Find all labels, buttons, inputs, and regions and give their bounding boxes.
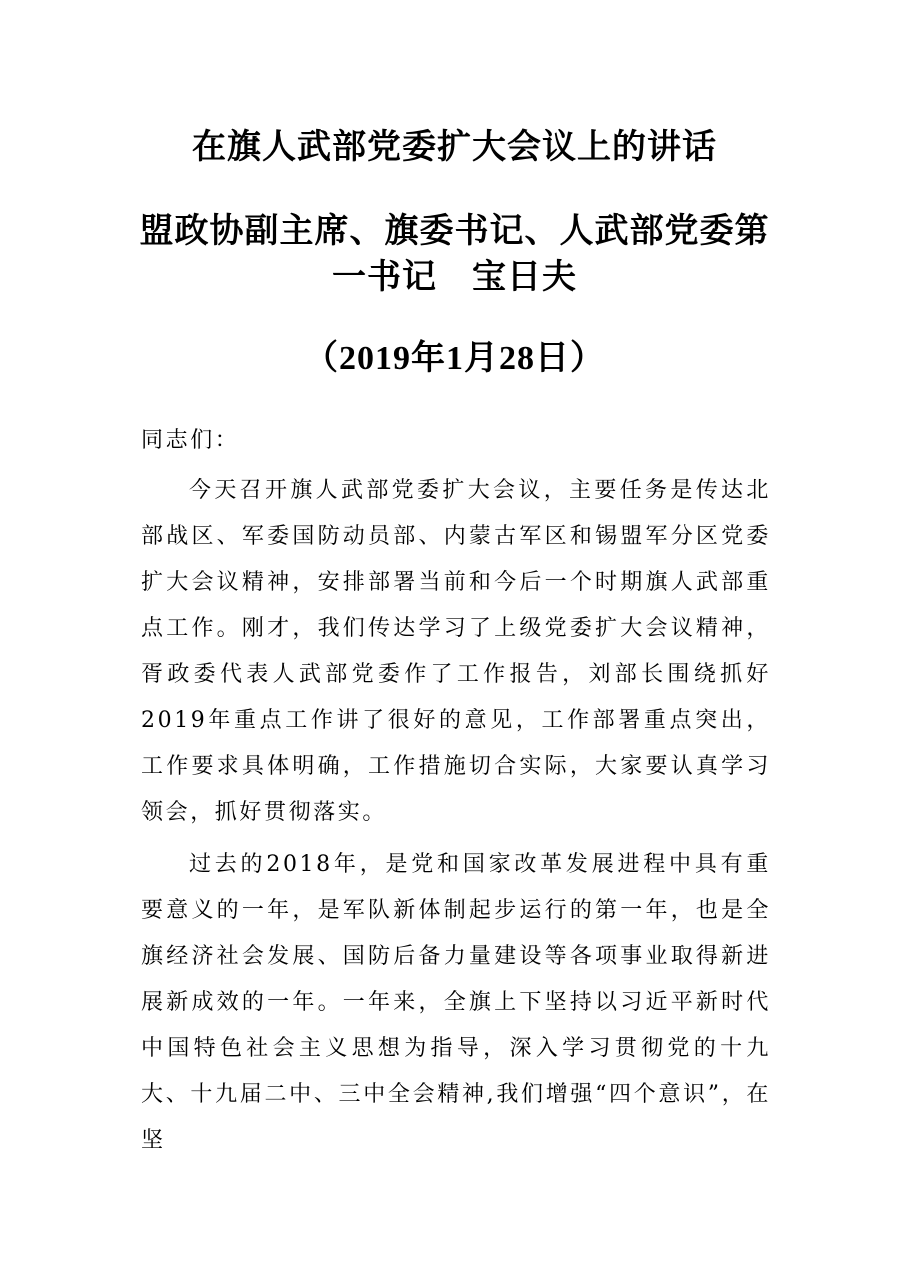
paragraph-1: 今天召开旗人武部党委扩大会议，主要任务是传达北部战区、军委国防动员部、内蒙古军区和锡盟军分区党委扩大会议精神，安排部署当前和今后一个时期旗人武部重点工作。刚才，我们传达学习了上级党委扩大会议精神，胥政委代表人武部党委作了工作报告，刘部长围绕抓好2019年重点工作讲了很好的意见，工作部署重点突出，工作要求具体明确，工作措施切合实际，大家要认真学习领会，抓好贯彻落实。 <box>141 478 771 825</box>
salutation: 同志们： <box>141 428 240 453</box>
speaker-line-2: 一书记 宝日夫 <box>332 257 577 297</box>
speaker-line-1: 盟政协副主席、旗委书记、人武部党委第 <box>139 211 770 251</box>
document-title: 在旗人武部党委扩大会议上的讲话 <box>192 127 717 167</box>
speech-date: （2019年1月28日） <box>304 340 605 377</box>
paragraph-2: 过去的2018年，是党和国家改革发展进程中具有重要意义的一年，是军队新体制起步运行的第一年，也是全旗经济社会发展、国防后备力量建设等各项事业取得新进展新成效的一年。一年来，全旗上下坚持以习近平新时代中国特色社会主义思想为指导，深入学习贯彻党的十九大、十九届二中、三中全会精神,我们增强“四个意识”，在坚 <box>141 852 771 1153</box>
